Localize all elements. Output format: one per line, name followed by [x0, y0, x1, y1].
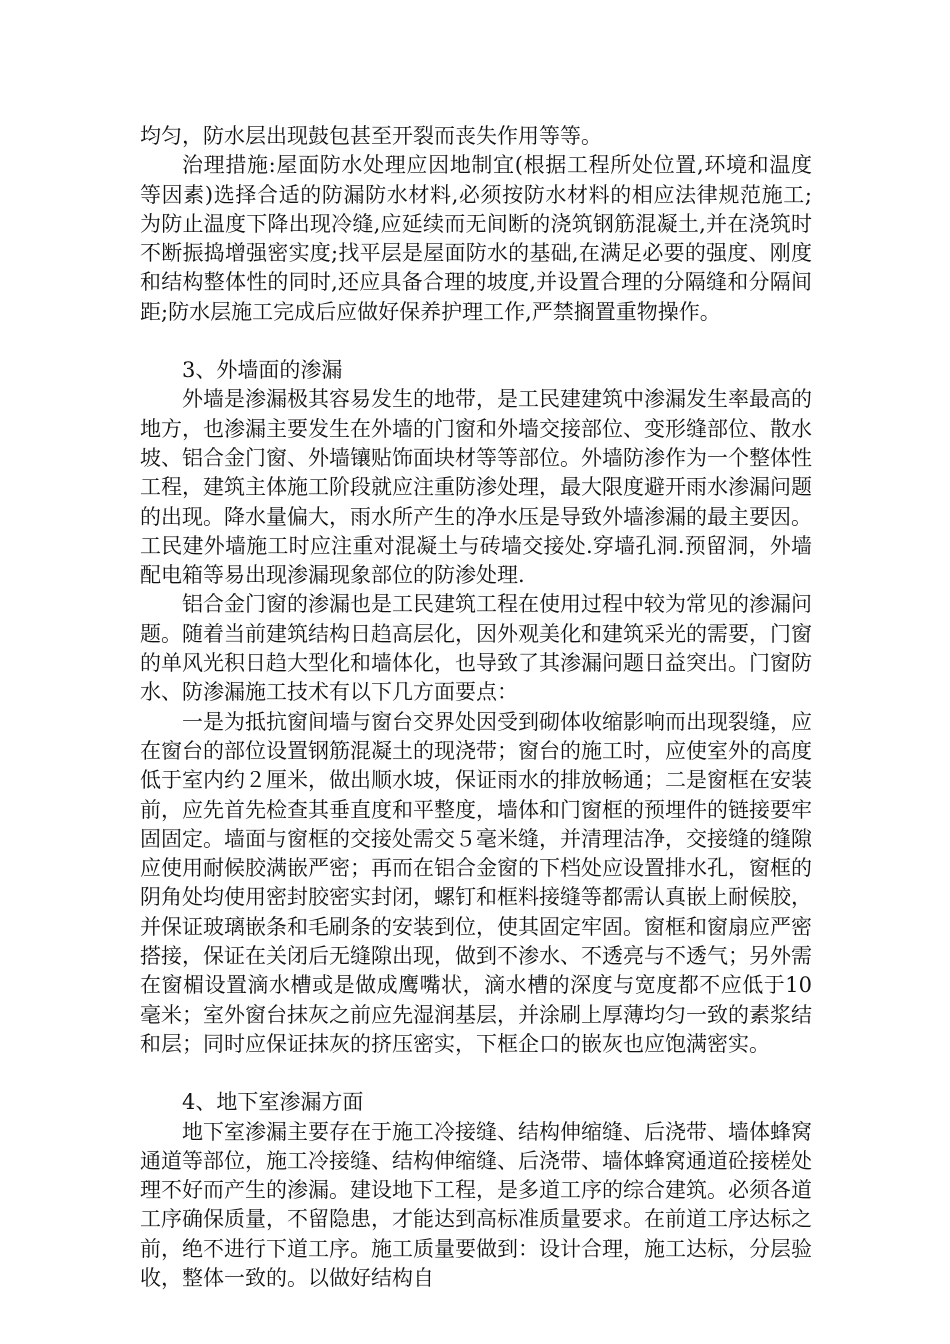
- section-spacer: [140, 1059, 812, 1088]
- aluminum-window-paragraph: 铝合金门窗的渗漏也是工民建筑工程在使用过程中较为常见的渗漏问题。随着当前建筑结构日趋高层化，因外观美化和建筑采光的需要，门窗的单风光积日趋大型化和墙体化，也导致了其渗漏问题日益突出。门窗防水、防渗漏施工技术有以下几方面要点：: [140, 592, 812, 705]
- section-spacer: [140, 327, 812, 356]
- section-3-heading: 3、外墙面的渗漏: [182, 358, 343, 383]
- document-body: [140, 122, 812, 1293]
- continuation-paragraph: 均匀，防水层出现鼓包甚至开裂而丧失作用等等。: [140, 124, 602, 148]
- treatment-measures-paragraph: 治理措施:屋面防水处理应因地制宜(根据工程所处位置,环境和温度等因素)选择合适的防漏防水材料,必须按防水材料的相应法律规范施工;为防止温度下降出现冷缝,应延续而无间断的浇筑钢筋混凝土,并在浇筑时不断振捣增强密实度;找平层是屋面防水的基础,在满足必要的强度、刚度和结构整体性的同时,还应具备合理的坡度,并设置合理的分隔缝和分隔间距;防水层施工完成后应做好保养护理工作,严禁搁置重物操作。: [140, 153, 812, 324]
- basement-paragraph: 地下室渗漏主要存在于施工冷接缝、结构伸缩缝、后浇带、墙体蜂窝通道等部位，施工冷接缝、结构伸缩缝、后浇带、墙体蜂窝通道砼接槎处理不好而产生的渗漏。建设地下工程，是多道工序的综合建筑。必须各道工序确保质量，不留隐患，才能达到高标准质量要求。在前道工序达标之前，绝不进行下道工序。施工质量要做到：设计合理，施工达标，分层验收，整体一致的。以做好结构自: [140, 1119, 812, 1290]
- window-technique-paragraph: 一是为抵抗窗间墙与窗台交界处因受到砌体收缩影响而出现裂缝，应在窗台的部位设置钢筋混凝土的现浇带；窗台的施工时，应使室外的高度低于室内约２厘米，做出顺水坡，保证雨水的排放畅通；二是窗框在安装前，应先首先检查其垂直度和平整度，墙体和门窗框的预埋件的链接要牢固固定。墙面与窗框的交接处需交５毫米缝，并清理洁净，交接缝的缝隙应使用耐候胶满嵌严密；再而在铝合金窗的下档处应设置排水孔，窗框的阴角处均使用密封胶密实封闭，螺钉和框料接缝等都需认真嵌上耐候胶，并保证玻璃嵌条和毛刷条的安装到位，使其固定牢固。窗框和窗扇应严密搭接，保证在关闭后无缝隙出现，做到不渗水、不透亮与不透气；另外需在窗楣设置滴水槽或是做成鹰嘴状，滴水槽的深度与宽度都不应低于10毫米；室外窗台抹灰之前应先湿润基层，并涂刷上厚薄均匀一致的素浆结和层；同时应保证抹灰的挤压密实，下框企口的嵌灰也应饱满密实。: [140, 709, 812, 1056]
- exterior-wall-paragraph: 外墙是渗漏极其容易发生的地带，是工民建建筑中渗漏发生率最高的地方，也渗漏主要发生在外墙的门窗和外墙交接部位、变形缝部位、散水坡、铝合金门窗、外墙镶贴饰面块材等等部位。外墙防渗作为一个整体性工程，建筑主体施工阶段就应注重防渗处理，最大限度避开雨水渗漏问题的出现。降水量偏大，雨水所产生的净水压是导致外墙渗漏的最主要因。工民建外墙施工时应注重对混凝土与砖墙交接处.穿墙孔洞.预留洞，外墙配电箱等易出现渗漏现象部位的防渗处理.: [140, 387, 812, 588]
- section-4-heading: 4、地下室渗漏方面: [182, 1090, 364, 1115]
